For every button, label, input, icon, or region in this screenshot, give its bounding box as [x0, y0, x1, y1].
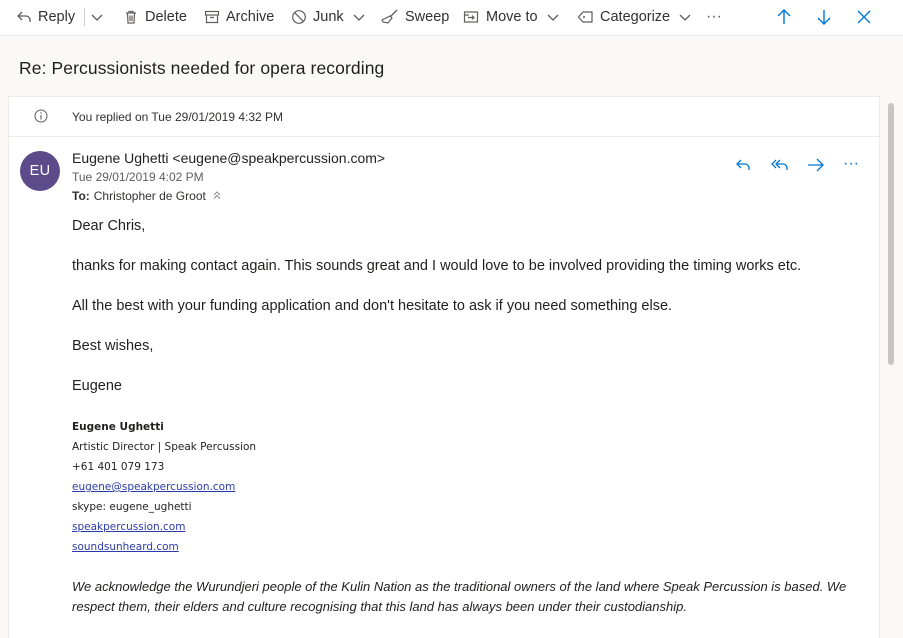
chevron-down-icon[interactable] [352, 10, 366, 24]
more-actions-button[interactable]: ··· [843, 155, 859, 172]
toolbar-divider [84, 8, 85, 26]
recipient-name[interactable]: Christopher de Groot [93, 189, 206, 203]
categorize-label: Categorize [600, 9, 671, 25]
block-icon [291, 9, 307, 25]
signature-name: Eugene Ughetti [72, 421, 164, 433]
archive-button[interactable] [204, 0, 274, 34]
tag-icon [577, 9, 594, 25]
reply-all-icon[interactable] [771, 157, 789, 178]
move-to-button[interactable] [463, 0, 560, 34]
trash-icon [123, 9, 139, 25]
body-sender: Eugene [72, 378, 122, 394]
chevron-down-icon[interactable] [546, 10, 560, 24]
archive-label: Archive [226, 9, 275, 25]
recipients-line [72, 189, 222, 203]
body-greeting: Dear Chris, [72, 218, 146, 234]
next-message-button[interactable] [815, 0, 833, 34]
to-label: To: [72, 189, 90, 203]
body-paragraph-1: thanks for making contact again. This sounds great and I would love to be involved providing the timing works etc. [72, 258, 802, 274]
message-card [8, 96, 880, 638]
more-commands-button[interactable] [706, 0, 722, 34]
move-to-label: Move to [486, 9, 538, 25]
reply-label: Reply [38, 9, 76, 25]
signature-skype: skype: eugene_ughetti [72, 501, 192, 513]
sender-name[interactable]: Eugene Ughetti <eugene@speakpercussion.com> [72, 150, 386, 166]
signature-phone: +61 401 079 173 [72, 461, 165, 473]
move-folder-icon [463, 9, 480, 25]
delete-button[interactable] [123, 0, 187, 34]
signature-website-link-2[interactable]: soundsunheard.com [72, 541, 179, 553]
reply-button[interactable] [16, 0, 75, 34]
reply-icon[interactable] [735, 157, 751, 178]
signature-title: Artistic Director | Speak Percussion [72, 441, 257, 453]
more-icon: ··· [706, 8, 722, 25]
chevron-down-icon[interactable] [678, 10, 692, 24]
categorize-button[interactable] [577, 0, 692, 34]
sweep-button[interactable] [381, 0, 449, 34]
sender-avatar[interactable]: EU [20, 151, 60, 191]
sweep-label: Sweep [405, 9, 450, 25]
signature-website-link[interactable]: speakpercussion.com [72, 521, 186, 533]
body-closing: Best wishes, [72, 338, 154, 354]
reply-options-dropdown[interactable] [90, 0, 104, 34]
body-paragraph-2: All the best with your funding application and don't hesitate to ask if you need something else. [72, 298, 673, 314]
delete-label: Delete [145, 9, 187, 25]
signature-email-link[interactable]: eugene@speakpercussion.com [72, 481, 236, 493]
broom-icon [381, 9, 399, 25]
reply-info-bar [9, 97, 879, 137]
arrow-up-icon [775, 8, 793, 26]
scrollbar-thumb[interactable] [888, 103, 894, 365]
close-button[interactable] [856, 0, 872, 34]
close-icon [856, 9, 872, 25]
info-icon [34, 109, 48, 128]
previous-message-button[interactable] [775, 0, 793, 34]
chevron-down-icon [90, 10, 104, 24]
archive-icon [204, 9, 220, 25]
acknowledgement-text: We acknowledge the Wurundjeri people of the Kulin Nation as the traditional owners of the land where Speak Percussion is based. We respect them, their elders and culture recognising that this land has always been under their custodianship. [72, 579, 847, 614]
junk-label: Junk [313, 9, 344, 25]
message-subject: Re: Percussionists needed for opera recording [19, 58, 385, 78]
junk-button[interactable] [291, 0, 366, 34]
reply-icon [16, 9, 32, 25]
forward-icon[interactable] [807, 157, 825, 178]
replied-notice: You replied on Tue 29/01/2019 4:32 PM [72, 110, 284, 124]
chevron-up-double-icon[interactable] [212, 189, 222, 203]
arrow-down-icon [815, 8, 833, 26]
command-bar [0, 0, 903, 36]
sent-date: Tue 29/01/2019 4:02 PM [72, 170, 204, 184]
